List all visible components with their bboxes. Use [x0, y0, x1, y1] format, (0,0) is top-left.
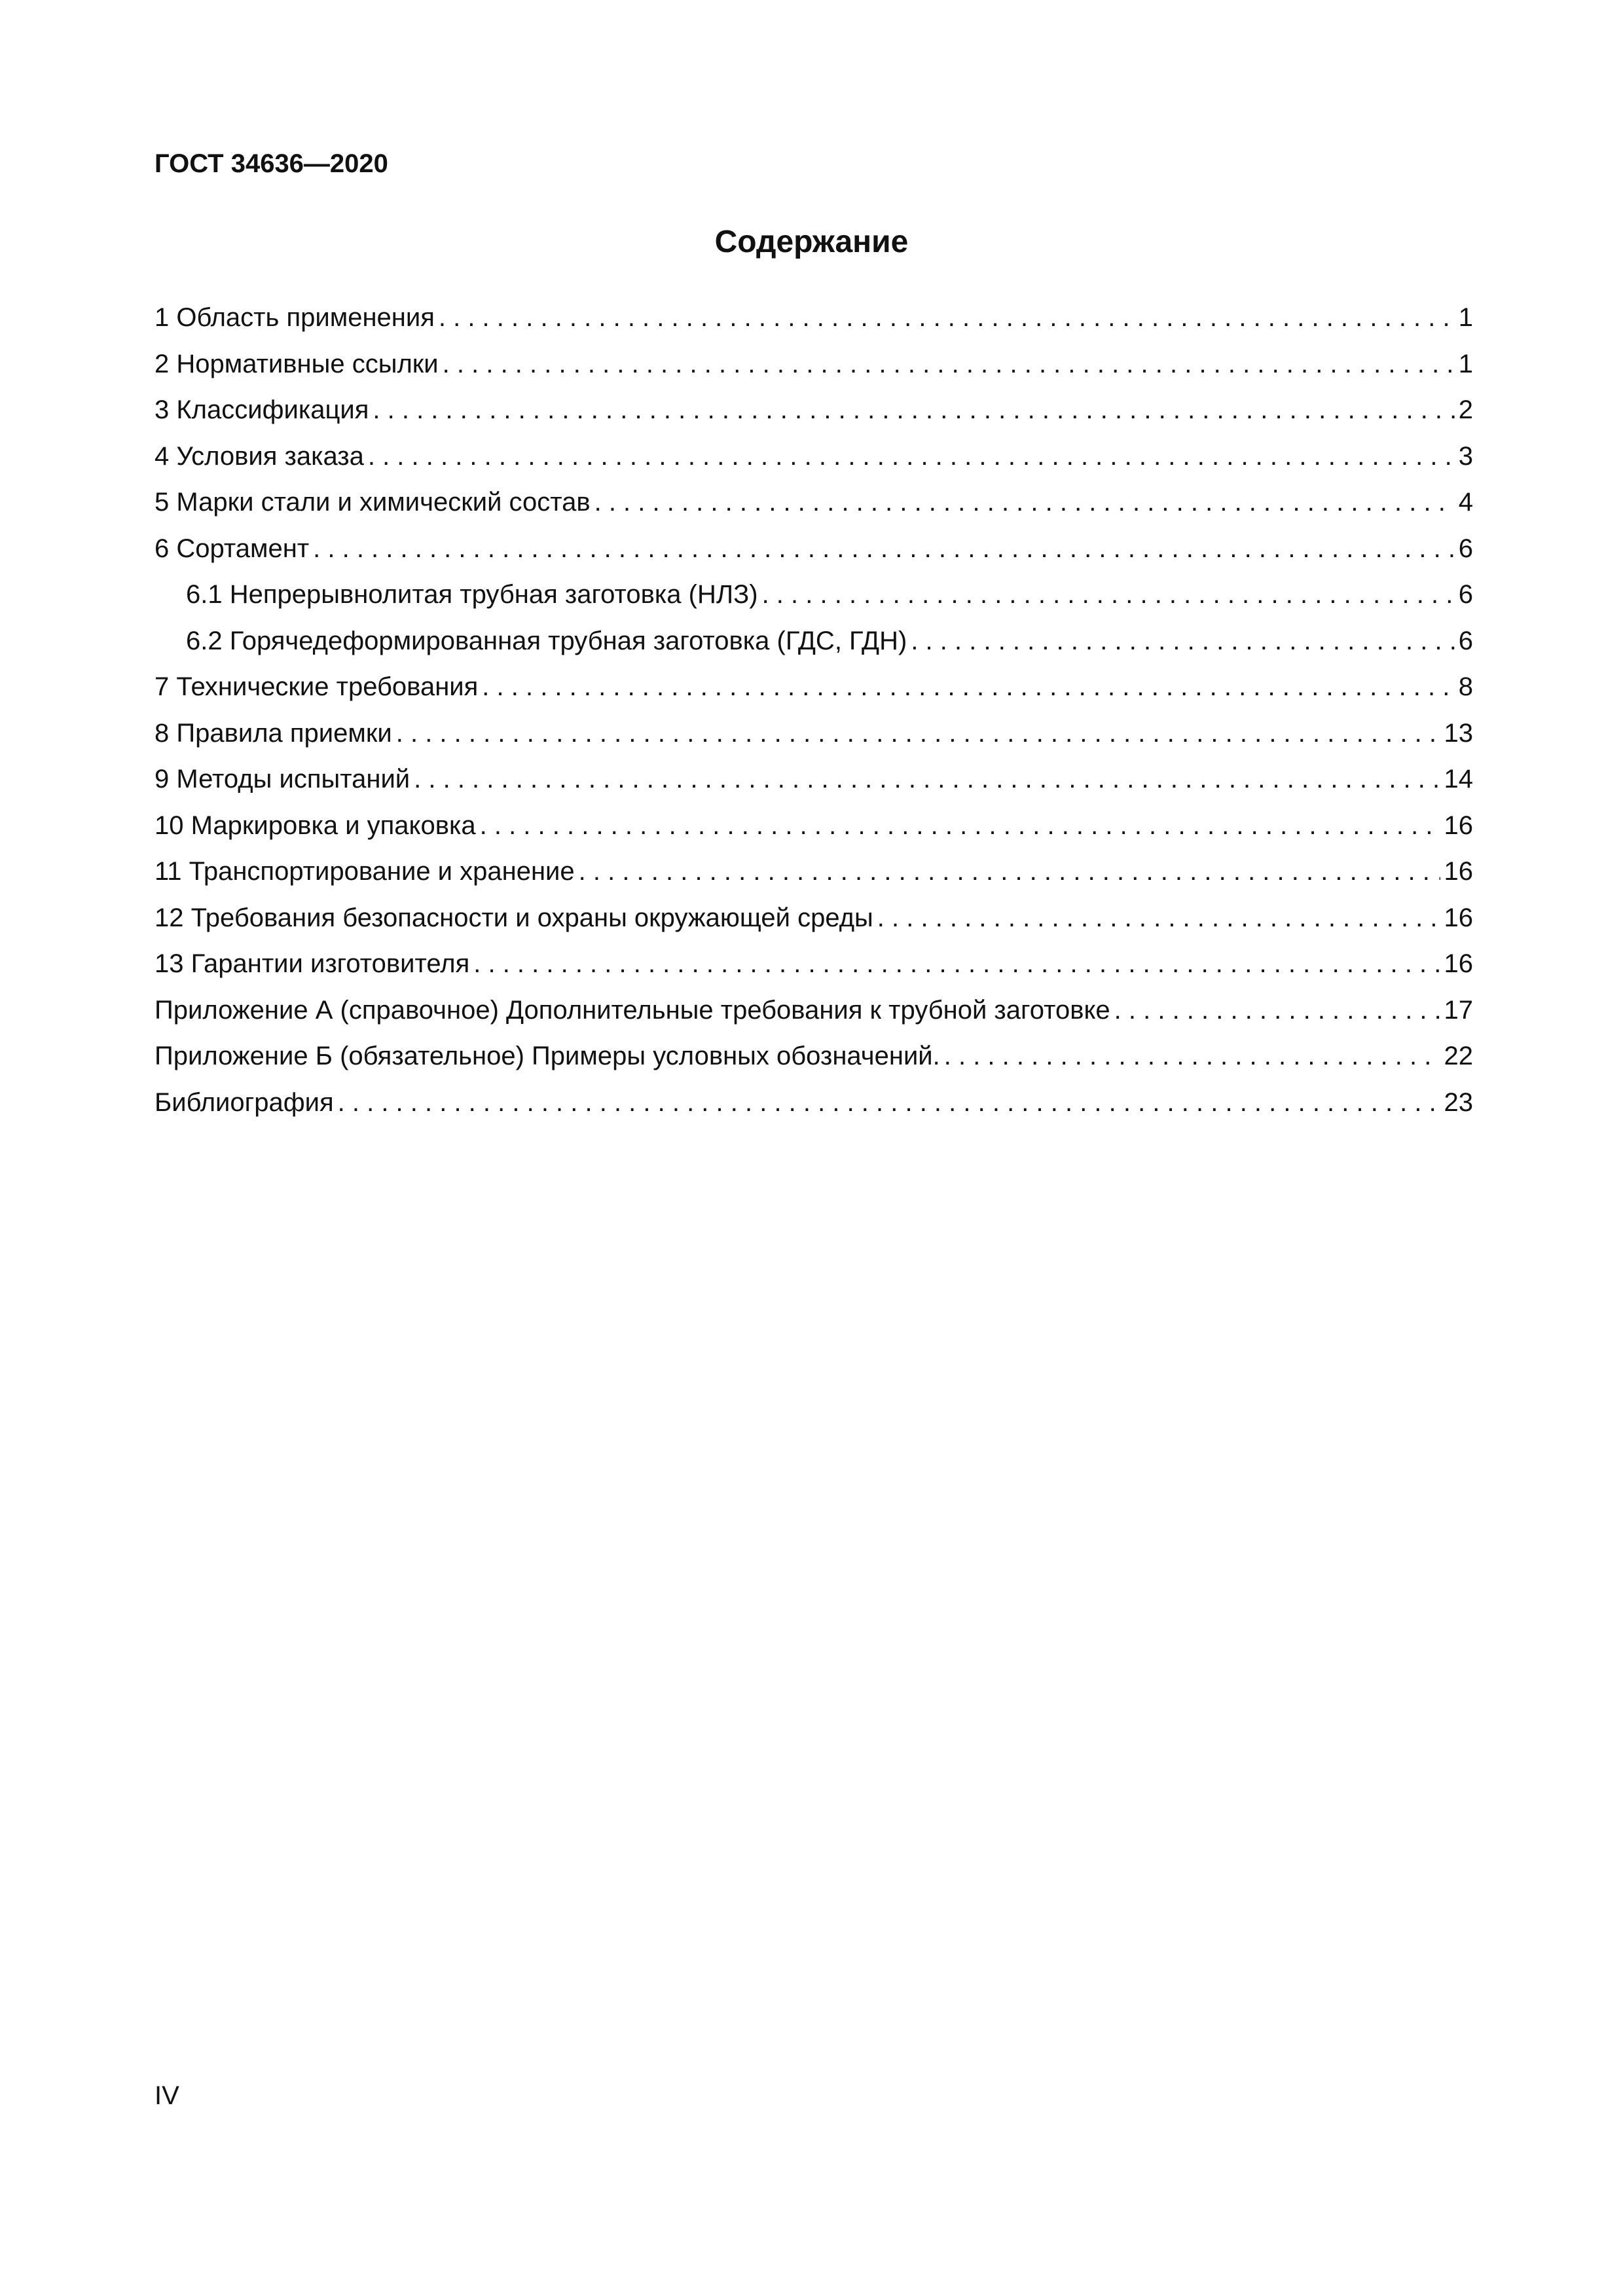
toc-item-label: 3 Классификация — [155, 395, 369, 424]
page-number: IV — [155, 2081, 179, 2110]
toc-item[interactable] — [155, 1041, 1473, 1087]
toc-dot-leader — [373, 395, 1454, 425]
toc-dot-leader — [338, 1087, 1440, 1118]
table-of-contents — [155, 302, 1473, 1133]
toc-item-page: 2 — [1458, 395, 1473, 424]
toc-dot-leader — [482, 672, 1454, 702]
toc-item-label: 4 Условия заказа — [155, 441, 364, 471]
toc-item-page: 17 — [1444, 995, 1473, 1025]
toc-item-label: 10 Маркировка и упаковка — [155, 811, 476, 840]
toc-dot-leader — [443, 349, 1455, 379]
toc-dot-leader — [944, 1041, 1440, 1071]
toc-item[interactable] — [155, 395, 1473, 441]
toc-item-label: Приложение Б (обязательное) Примеры условных обозначений. — [155, 1042, 940, 1070]
toc-item-label: 5 Марки стали и химический состав — [155, 488, 591, 517]
toc-item-page: 8 — [1458, 672, 1473, 701]
toc-item[interactable] — [155, 764, 1473, 811]
toc-item[interactable] — [155, 302, 1473, 349]
toc-item-page: 6 — [1458, 626, 1473, 655]
toc-item[interactable] — [155, 534, 1473, 580]
toc-dot-leader — [396, 718, 1440, 748]
toc-dot-leader — [594, 487, 1455, 517]
toc-item-page: 6 — [1458, 580, 1473, 609]
toc-item-page: 1 — [1458, 349, 1473, 378]
toc-item-page: 13 — [1444, 718, 1473, 748]
toc-item-label: 6 Сортамент — [155, 534, 310, 563]
toc-item[interactable] — [155, 487, 1473, 534]
toc-item-page: 16 — [1444, 903, 1473, 932]
toc-item-page: 6 — [1458, 534, 1473, 563]
toc-item-page: 4 — [1458, 488, 1473, 517]
toc-dot-leader — [911, 626, 1454, 656]
toc-item-label: 7 Технические требования — [155, 672, 479, 701]
toc-item-label: 6.1 Непрерывнолитая трубная заготовка (НЛЗ) — [186, 580, 758, 609]
toc-subitem[interactable] — [155, 579, 1473, 626]
toc-item-page: 14 — [1444, 765, 1473, 793]
toc-item-label: 11 Транспортирование и хранение — [155, 857, 575, 886]
toc-item[interactable] — [155, 949, 1473, 995]
toc-item[interactable] — [155, 856, 1473, 903]
toc-item-page: 22 — [1444, 1042, 1473, 1070]
toc-dot-leader — [313, 534, 1455, 564]
toc-dot-leader — [1114, 995, 1440, 1025]
toc-item[interactable] — [155, 1087, 1473, 1134]
toc-item[interactable] — [155, 995, 1473, 1042]
document-code: ГОСТ 34636—2020 — [155, 149, 388, 178]
toc-item[interactable] — [155, 349, 1473, 395]
toc-subitem[interactable] — [155, 626, 1473, 672]
toc-item-page: 16 — [1444, 811, 1473, 840]
toc-dot-leader — [473, 949, 1440, 979]
toc-item-label: 2 Нормативные ссылки — [155, 349, 439, 378]
toc-dot-leader — [762, 579, 1455, 610]
toc-item-page: 1 — [1458, 303, 1473, 332]
toc-item-page: 16 — [1444, 857, 1473, 886]
toc-item[interactable] — [155, 441, 1473, 488]
toc-item[interactable] — [155, 672, 1473, 718]
toc-dot-leader — [439, 302, 1455, 333]
toc-item-label: 13 Гарантии изготовителя — [155, 949, 470, 978]
toc-item-label: 1 Область применения — [155, 303, 435, 332]
toc-dot-leader — [368, 441, 1455, 471]
toc-dot-leader — [480, 811, 1440, 841]
toc-dot-leader — [877, 903, 1440, 933]
toc-dot-leader — [414, 764, 1440, 794]
toc-item-page: 23 — [1444, 1087, 1473, 1117]
toc-item-label: 8 Правила приемки — [155, 718, 392, 748]
toc-item[interactable] — [155, 811, 1473, 857]
toc-item-page: 16 — [1444, 949, 1473, 978]
toc-dot-leader — [579, 856, 1440, 886]
toc-item[interactable] — [155, 718, 1473, 765]
toc-item-label: Библиография — [155, 1087, 334, 1117]
toc-item-label: 6.2 Горячедеформированная трубная заготовка (ГДС, ГДН) — [186, 626, 907, 655]
toc-item-label: 12 Требования безопасности и охраны окружающей среды — [155, 903, 873, 932]
toc-item-label: Приложение А (справочное) Дополнительные требования к трубной заготовке — [155, 995, 1110, 1025]
toc-item[interactable] — [155, 903, 1473, 949]
toc-item-label: 9 Методы испытаний — [155, 765, 410, 793]
toc-item-page: 3 — [1458, 441, 1473, 471]
toc-title: Содержание — [714, 225, 909, 259]
